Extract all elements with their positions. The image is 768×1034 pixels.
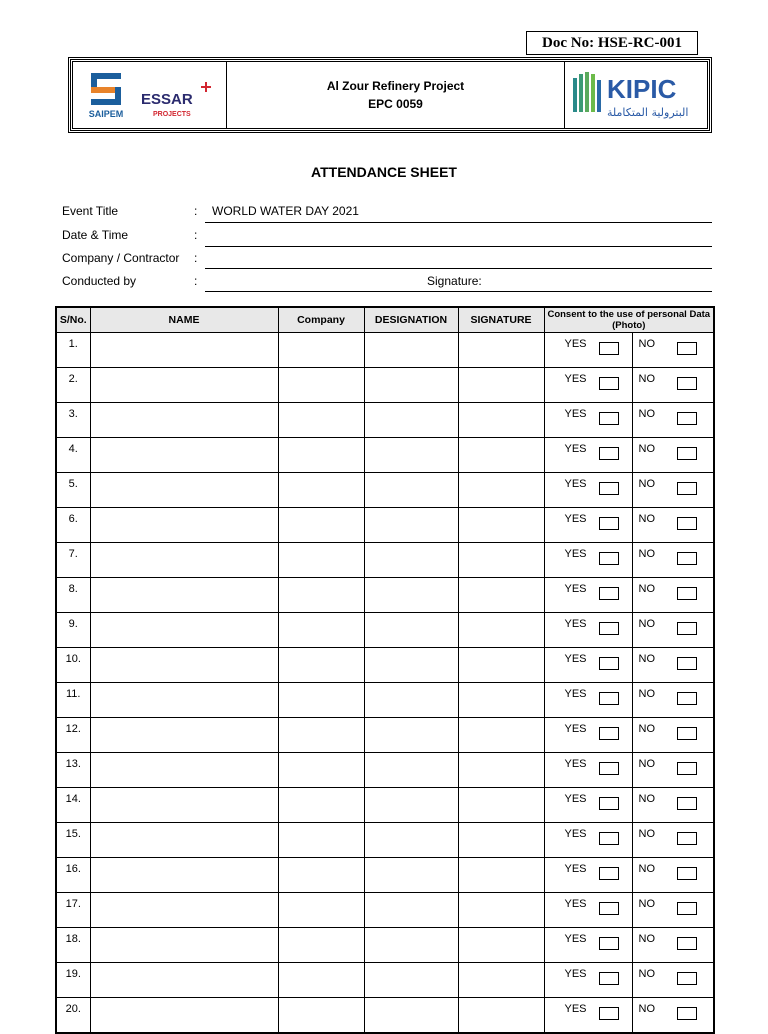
table-row bbox=[56, 648, 714, 683]
conducted-field[interactable] bbox=[205, 291, 712, 292]
table-row bbox=[56, 788, 714, 823]
essar-logo bbox=[139, 80, 219, 120]
row-designation-cell[interactable] bbox=[364, 473, 458, 508]
row-company-cell[interactable] bbox=[278, 963, 364, 998]
no-label: NO bbox=[638, 758, 655, 770]
table-row bbox=[56, 928, 714, 963]
table-row bbox=[56, 368, 714, 403]
company-label: Company / Contractor bbox=[62, 251, 180, 265]
row-consent-yes bbox=[544, 403, 632, 438]
table-row bbox=[56, 998, 714, 1034]
row-company-cell[interactable] bbox=[278, 998, 364, 1034]
no-label: NO bbox=[638, 933, 655, 945]
yes-label: YES bbox=[564, 653, 587, 665]
row-sno: 14. bbox=[56, 788, 90, 823]
doc-number: Doc No: HSE-RC-001 bbox=[526, 31, 698, 55]
row-sno: 6. bbox=[56, 508, 90, 543]
row-consent-no bbox=[632, 963, 714, 998]
no-label: NO bbox=[638, 513, 655, 525]
row-designation-cell[interactable] bbox=[364, 858, 458, 893]
row-sno: 16. bbox=[56, 858, 90, 893]
project-title: Al Zour Refinery Project bbox=[326, 79, 465, 93]
row-consent-yes bbox=[544, 368, 632, 403]
row-name-cell[interactable] bbox=[90, 963, 278, 998]
row-consent-no bbox=[632, 928, 714, 963]
row-consent-no bbox=[632, 543, 714, 578]
table-row bbox=[56, 403, 714, 438]
row-designation-cell[interactable] bbox=[364, 998, 458, 1034]
yes-checkbox[interactable] bbox=[599, 867, 619, 880]
row-company-cell[interactable] bbox=[278, 403, 364, 438]
yes-checkbox[interactable] bbox=[599, 622, 619, 635]
yes-checkbox[interactable] bbox=[599, 902, 619, 915]
row-signature-cell[interactable] bbox=[458, 368, 544, 403]
essar-logo-subtext: PROJECTS bbox=[153, 111, 191, 118]
row-consent-yes bbox=[544, 928, 632, 963]
row-signature-cell[interactable] bbox=[458, 893, 544, 928]
no-checkbox[interactable] bbox=[677, 482, 697, 495]
table-header-row bbox=[56, 307, 714, 333]
event-title-line bbox=[205, 222, 712, 223]
row-consent-no bbox=[632, 683, 714, 718]
yes-checkbox[interactable] bbox=[599, 657, 619, 670]
row-sno: 12. bbox=[56, 718, 90, 753]
row-signature-cell[interactable] bbox=[458, 823, 544, 858]
saipem-logo-text: SAIPEM bbox=[88, 109, 124, 119]
yes-checkbox[interactable] bbox=[599, 517, 619, 530]
row-consent-no bbox=[632, 788, 714, 823]
yes-label: YES bbox=[564, 898, 587, 910]
yes-checkbox[interactable] bbox=[599, 762, 619, 775]
col-company: Company bbox=[278, 307, 364, 333]
no-checkbox[interactable] bbox=[677, 342, 697, 355]
client-logo bbox=[565, 62, 707, 128]
yes-label: YES bbox=[564, 513, 587, 525]
project-info bbox=[227, 62, 565, 128]
row-designation-cell[interactable] bbox=[364, 718, 458, 753]
no-checkbox[interactable] bbox=[677, 1007, 697, 1020]
row-consent-no bbox=[632, 648, 714, 683]
row-sno: 2. bbox=[56, 368, 90, 403]
saipem-logo bbox=[85, 70, 131, 120]
row-company-cell[interactable] bbox=[278, 858, 364, 893]
table-row bbox=[56, 718, 714, 753]
conducted-label: Conducted by bbox=[62, 274, 137, 288]
no-label: NO bbox=[638, 443, 655, 455]
row-name-cell[interactable] bbox=[90, 438, 278, 473]
row-designation-cell[interactable] bbox=[364, 753, 458, 788]
row-consent-no bbox=[632, 333, 714, 368]
yes-checkbox[interactable] bbox=[599, 412, 619, 425]
company-field[interactable] bbox=[205, 268, 712, 269]
row-name-cell[interactable] bbox=[90, 368, 278, 403]
date-time-colon: : bbox=[194, 228, 198, 242]
row-name-cell[interactable] bbox=[90, 683, 278, 718]
row-sno: 19. bbox=[56, 963, 90, 998]
row-sno: 1. bbox=[56, 333, 90, 368]
yes-checkbox[interactable] bbox=[599, 342, 619, 355]
no-label: NO bbox=[638, 373, 655, 385]
row-company-cell[interactable] bbox=[278, 543, 364, 578]
sheet-title: ATTENDANCE SHEET bbox=[311, 164, 457, 180]
row-consent-no bbox=[632, 368, 714, 403]
row-name-cell[interactable] bbox=[90, 928, 278, 963]
row-consent-no bbox=[632, 753, 714, 788]
no-label: NO bbox=[638, 863, 655, 875]
row-consent-no bbox=[632, 858, 714, 893]
row-company-cell[interactable] bbox=[278, 823, 364, 858]
row-name-cell[interactable] bbox=[90, 788, 278, 823]
conducted-colon: : bbox=[194, 274, 198, 288]
table-row bbox=[56, 858, 714, 893]
row-consent-yes bbox=[544, 893, 632, 928]
row-sno: 18. bbox=[56, 928, 90, 963]
yes-label: YES bbox=[564, 758, 587, 770]
yes-checkbox[interactable] bbox=[599, 972, 619, 985]
row-name-cell[interactable] bbox=[90, 403, 278, 438]
row-designation-cell[interactable] bbox=[364, 543, 458, 578]
no-checkbox[interactable] bbox=[677, 902, 697, 915]
yes-label: YES bbox=[564, 723, 587, 735]
row-sno: 4. bbox=[56, 438, 90, 473]
row-sno: 11. bbox=[56, 683, 90, 718]
date-time-label: Date & Time bbox=[62, 228, 129, 242]
row-designation-cell[interactable] bbox=[364, 438, 458, 473]
no-label: NO bbox=[638, 828, 655, 840]
row-consent-yes bbox=[544, 858, 632, 893]
row-name-cell[interactable] bbox=[90, 718, 278, 753]
yes-label: YES bbox=[564, 618, 587, 630]
row-designation-cell[interactable] bbox=[364, 788, 458, 823]
row-sno: 9. bbox=[56, 613, 90, 648]
table-row bbox=[56, 543, 714, 578]
row-signature-cell[interactable] bbox=[458, 998, 544, 1034]
row-designation-cell[interactable] bbox=[364, 928, 458, 963]
table-row bbox=[56, 823, 714, 858]
no-label: NO bbox=[638, 338, 655, 350]
event-title-value[interactable]: WORLD WATER DAY 2021 bbox=[212, 204, 359, 218]
row-signature-cell[interactable] bbox=[458, 858, 544, 893]
row-sno: 7. bbox=[56, 543, 90, 578]
row-name-cell[interactable] bbox=[90, 648, 278, 683]
yes-checkbox[interactable] bbox=[599, 727, 619, 740]
row-consent-yes bbox=[544, 963, 632, 998]
yes-checkbox[interactable] bbox=[599, 552, 619, 565]
col-name: NAME bbox=[90, 307, 278, 333]
no-label: NO bbox=[638, 968, 655, 980]
kipic-arabic-text: البترولية المتكاملة bbox=[607, 106, 689, 119]
no-label: NO bbox=[638, 793, 655, 805]
no-checkbox[interactable] bbox=[677, 447, 697, 460]
row-sno: 3. bbox=[56, 403, 90, 438]
row-company-cell[interactable] bbox=[278, 683, 364, 718]
row-sno: 20. bbox=[56, 998, 90, 1034]
attendance-table bbox=[55, 306, 715, 1034]
row-designation-cell[interactable] bbox=[364, 683, 458, 718]
row-designation-cell[interactable] bbox=[364, 403, 458, 438]
row-consent-no bbox=[632, 893, 714, 928]
row-consent-no bbox=[632, 438, 714, 473]
no-checkbox[interactable] bbox=[677, 657, 697, 670]
row-consent-yes bbox=[544, 718, 632, 753]
signature-label: Signature: bbox=[427, 274, 482, 288]
row-consent-yes bbox=[544, 508, 632, 543]
row-consent-no bbox=[632, 998, 714, 1034]
row-designation-cell[interactable] bbox=[364, 333, 458, 368]
yes-checkbox[interactable] bbox=[599, 587, 619, 600]
row-consent-no bbox=[632, 508, 714, 543]
row-consent-yes bbox=[544, 788, 632, 823]
no-label: NO bbox=[638, 898, 655, 910]
yes-label: YES bbox=[564, 1003, 587, 1015]
row-signature-cell[interactable] bbox=[458, 438, 544, 473]
no-label: NO bbox=[638, 723, 655, 735]
yes-label: YES bbox=[564, 548, 587, 560]
row-company-cell[interactable] bbox=[278, 648, 364, 683]
row-sno: 15. bbox=[56, 823, 90, 858]
yes-checkbox[interactable] bbox=[599, 1007, 619, 1020]
col-signature: SIGNATURE bbox=[458, 307, 544, 333]
table-row bbox=[56, 963, 714, 998]
row-signature-cell[interactable] bbox=[458, 928, 544, 963]
row-consent-yes bbox=[544, 613, 632, 648]
row-consent-yes bbox=[544, 333, 632, 368]
row-sno: 5. bbox=[56, 473, 90, 508]
row-sno: 10. bbox=[56, 648, 90, 683]
table-row bbox=[56, 893, 714, 928]
row-designation-cell[interactable] bbox=[364, 368, 458, 403]
yes-label: YES bbox=[564, 408, 587, 420]
row-company-cell[interactable] bbox=[278, 473, 364, 508]
row-name-cell[interactable] bbox=[90, 893, 278, 928]
row-name-cell[interactable] bbox=[90, 578, 278, 613]
row-signature-cell[interactable] bbox=[458, 578, 544, 613]
row-consent-no bbox=[632, 473, 714, 508]
yes-label: YES bbox=[564, 373, 587, 385]
yes-checkbox[interactable] bbox=[599, 797, 619, 810]
row-sno: 8. bbox=[56, 578, 90, 613]
yes-checkbox[interactable] bbox=[599, 447, 619, 460]
contractor-logos bbox=[73, 62, 227, 128]
no-label: NO bbox=[638, 408, 655, 420]
no-checkbox[interactable] bbox=[677, 412, 697, 425]
row-name-cell[interactable] bbox=[90, 473, 278, 508]
row-designation-cell[interactable] bbox=[364, 578, 458, 613]
row-company-cell[interactable] bbox=[278, 333, 364, 368]
no-checkbox[interactable] bbox=[677, 692, 697, 705]
row-designation-cell[interactable] bbox=[364, 613, 458, 648]
kipic-logo bbox=[571, 68, 701, 124]
row-consent-no bbox=[632, 403, 714, 438]
row-signature-cell[interactable] bbox=[458, 683, 544, 718]
yes-label: YES bbox=[564, 338, 587, 350]
no-label: NO bbox=[638, 653, 655, 665]
no-label: NO bbox=[638, 618, 655, 630]
kipic-logo-text: KIPIC bbox=[607, 74, 677, 104]
row-consent-yes bbox=[544, 438, 632, 473]
row-name-cell[interactable] bbox=[90, 858, 278, 893]
row-designation-cell[interactable] bbox=[364, 648, 458, 683]
row-consent-no bbox=[632, 613, 714, 648]
row-sno: 17. bbox=[56, 893, 90, 928]
yes-label: YES bbox=[564, 828, 587, 840]
no-checkbox[interactable] bbox=[677, 517, 697, 530]
no-checkbox[interactable] bbox=[677, 972, 697, 985]
row-signature-cell[interactable] bbox=[458, 963, 544, 998]
row-signature-cell[interactable] bbox=[458, 613, 544, 648]
no-checkbox[interactable] bbox=[677, 797, 697, 810]
yes-label: YES bbox=[564, 478, 587, 490]
yes-label: YES bbox=[564, 583, 587, 595]
table-row bbox=[56, 508, 714, 543]
event-title-label: Event Title bbox=[62, 204, 119, 218]
no-label: NO bbox=[638, 688, 655, 700]
row-consent-yes bbox=[544, 998, 632, 1034]
no-label: NO bbox=[638, 583, 655, 595]
row-consent-yes bbox=[544, 543, 632, 578]
row-company-cell[interactable] bbox=[278, 508, 364, 543]
table-row bbox=[56, 753, 714, 788]
project-code: EPC 0059 bbox=[368, 97, 423, 111]
row-consent-yes bbox=[544, 823, 632, 858]
row-name-cell[interactable] bbox=[90, 543, 278, 578]
table-row bbox=[56, 438, 714, 473]
yes-label: YES bbox=[564, 793, 587, 805]
yes-label: YES bbox=[564, 968, 587, 980]
row-company-cell[interactable] bbox=[278, 438, 364, 473]
row-name-cell[interactable] bbox=[90, 998, 278, 1034]
row-signature-cell[interactable] bbox=[458, 718, 544, 753]
row-company-cell[interactable] bbox=[278, 753, 364, 788]
no-checkbox[interactable] bbox=[677, 867, 697, 880]
yes-label: YES bbox=[564, 688, 587, 700]
row-signature-cell[interactable] bbox=[458, 753, 544, 788]
row-name-cell[interactable] bbox=[90, 508, 278, 543]
yes-label: YES bbox=[564, 863, 587, 875]
document-header bbox=[70, 59, 710, 131]
row-company-cell[interactable] bbox=[278, 718, 364, 753]
no-checkbox[interactable] bbox=[677, 622, 697, 635]
row-name-cell[interactable] bbox=[90, 823, 278, 858]
row-consent-yes bbox=[544, 578, 632, 613]
row-signature-cell[interactable] bbox=[458, 648, 544, 683]
yes-label: YES bbox=[564, 933, 587, 945]
essar-logo-text: ESSAR bbox=[141, 91, 193, 108]
row-consent-yes bbox=[544, 648, 632, 683]
no-checkbox[interactable] bbox=[677, 727, 697, 740]
no-checkbox[interactable] bbox=[677, 937, 697, 950]
yes-checkbox[interactable] bbox=[599, 937, 619, 950]
no-checkbox[interactable] bbox=[677, 377, 697, 390]
row-name-cell[interactable] bbox=[90, 753, 278, 788]
no-checkbox[interactable] bbox=[677, 832, 697, 845]
date-time-field[interactable] bbox=[205, 246, 712, 247]
yes-checkbox[interactable] bbox=[599, 377, 619, 390]
row-signature-cell[interactable] bbox=[458, 788, 544, 823]
row-signature-cell[interactable] bbox=[458, 403, 544, 438]
col-designation: DESIGNATION bbox=[364, 307, 458, 333]
table-row bbox=[56, 333, 714, 368]
row-designation-cell[interactable] bbox=[364, 823, 458, 858]
row-designation-cell[interactable] bbox=[364, 963, 458, 998]
row-company-cell[interactable] bbox=[278, 613, 364, 648]
yes-checkbox[interactable] bbox=[599, 482, 619, 495]
row-signature-cell[interactable] bbox=[458, 333, 544, 368]
yes-checkbox[interactable] bbox=[599, 692, 619, 705]
row-consent-no bbox=[632, 823, 714, 858]
row-company-cell[interactable] bbox=[278, 368, 364, 403]
no-checkbox[interactable] bbox=[677, 762, 697, 775]
row-consent-no bbox=[632, 578, 714, 613]
row-sno: 13. bbox=[56, 753, 90, 788]
no-checkbox[interactable] bbox=[677, 587, 697, 600]
row-signature-cell[interactable] bbox=[458, 543, 544, 578]
row-designation-cell[interactable] bbox=[364, 893, 458, 928]
col-consent: Consent to the use of personal Data (Photo) bbox=[544, 307, 714, 333]
table-row bbox=[56, 473, 714, 508]
no-label: NO bbox=[638, 478, 655, 490]
yes-checkbox[interactable] bbox=[599, 832, 619, 845]
row-consent-yes bbox=[544, 683, 632, 718]
row-consent-no bbox=[632, 718, 714, 753]
row-consent-yes bbox=[544, 473, 632, 508]
col-sno: S/No. bbox=[56, 307, 90, 333]
row-designation-cell[interactable] bbox=[364, 508, 458, 543]
row-company-cell[interactable] bbox=[278, 893, 364, 928]
no-label: NO bbox=[638, 548, 655, 560]
table-body bbox=[56, 333, 714, 1034]
no-checkbox[interactable] bbox=[677, 552, 697, 565]
event-title-colon: : bbox=[194, 204, 198, 218]
row-name-cell[interactable] bbox=[90, 613, 278, 648]
row-signature-cell[interactable] bbox=[458, 473, 544, 508]
company-colon: : bbox=[194, 251, 198, 265]
no-label: NO bbox=[638, 1003, 655, 1015]
row-company-cell[interactable] bbox=[278, 578, 364, 613]
table-row bbox=[56, 613, 714, 648]
row-company-cell[interactable] bbox=[278, 928, 364, 963]
row-signature-cell[interactable] bbox=[458, 508, 544, 543]
row-name-cell[interactable] bbox=[90, 333, 278, 368]
table-row bbox=[56, 683, 714, 718]
row-consent-yes bbox=[544, 753, 632, 788]
table-row bbox=[56, 578, 714, 613]
row-company-cell[interactable] bbox=[278, 788, 364, 823]
yes-label: YES bbox=[564, 443, 587, 455]
